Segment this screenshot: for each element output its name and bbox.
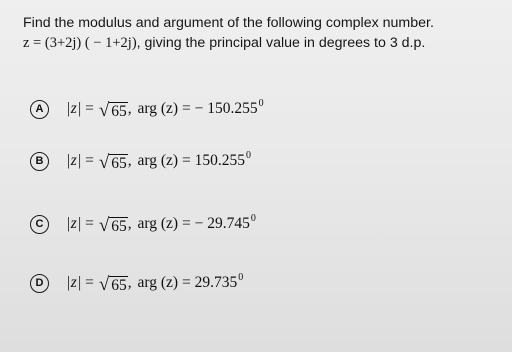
option-b-argument: arg (z) = 150.255 [137,152,245,169]
option-b-radio[interactable]: B [30,152,49,171]
question-line-1: Find the modulus and argument of the following complex number. [23,15,434,31]
option-d-formula: |z| = √ 65 , arg (z) = 29.735 0 [66,271,244,295]
question-instruction: , giving the principal value in degrees to 3 d.p. [136,35,426,51]
degree-symbol: 0 [238,271,244,283]
modulus-symbol: |z| [66,274,83,291]
question-expression: z = (3+2j) ( − 1+2j) [23,35,137,51]
option-c-radio[interactable]: C [30,215,49,234]
degree-symbol: 0 [250,212,256,224]
option-a-radio[interactable]: A [30,100,49,119]
option-c-formula: |z| = √ 65 , arg (z) = − 29.745 0 [66,212,256,236]
option-d-argument: arg (z) = 29.735 [137,274,238,291]
sqrt-expression: √ 65 [98,99,127,121]
radicand: 65 [111,102,127,120]
question-line-2 [23,33,503,53]
modulus-symbol: |z| [66,100,83,117]
degree-symbol: 0 [258,97,264,109]
answer-option-d[interactable] [30,271,243,295]
answer-option-b[interactable] [30,149,251,173]
option-c-argument: arg (z) = − 29.745 [137,215,250,232]
radicand: 65 [111,217,127,235]
radicand: 65 [111,154,127,172]
answer-option-a[interactable] [30,97,264,121]
question-text [23,13,503,53]
degree-symbol: 0 [245,149,251,161]
radicand: 65 [111,276,127,294]
option-d-radio[interactable]: D [30,274,49,293]
modulus-symbol: |z| [66,152,83,169]
option-a-argument: arg (z) = − 150.255 [137,100,258,117]
answer-option-c[interactable] [30,212,256,236]
modulus-symbol: |z| [66,215,83,232]
option-b-formula: |z| = √ 65 , arg (z) = 150.255 0 [66,149,251,173]
option-a-formula: |z| = √ 65 , arg (z) = − 150.255 0 [66,97,264,121]
sqrt-expression: √ 65 [98,151,127,173]
sqrt-expression: √ 65 [98,273,127,295]
sqrt-expression: √ 65 [98,214,127,236]
